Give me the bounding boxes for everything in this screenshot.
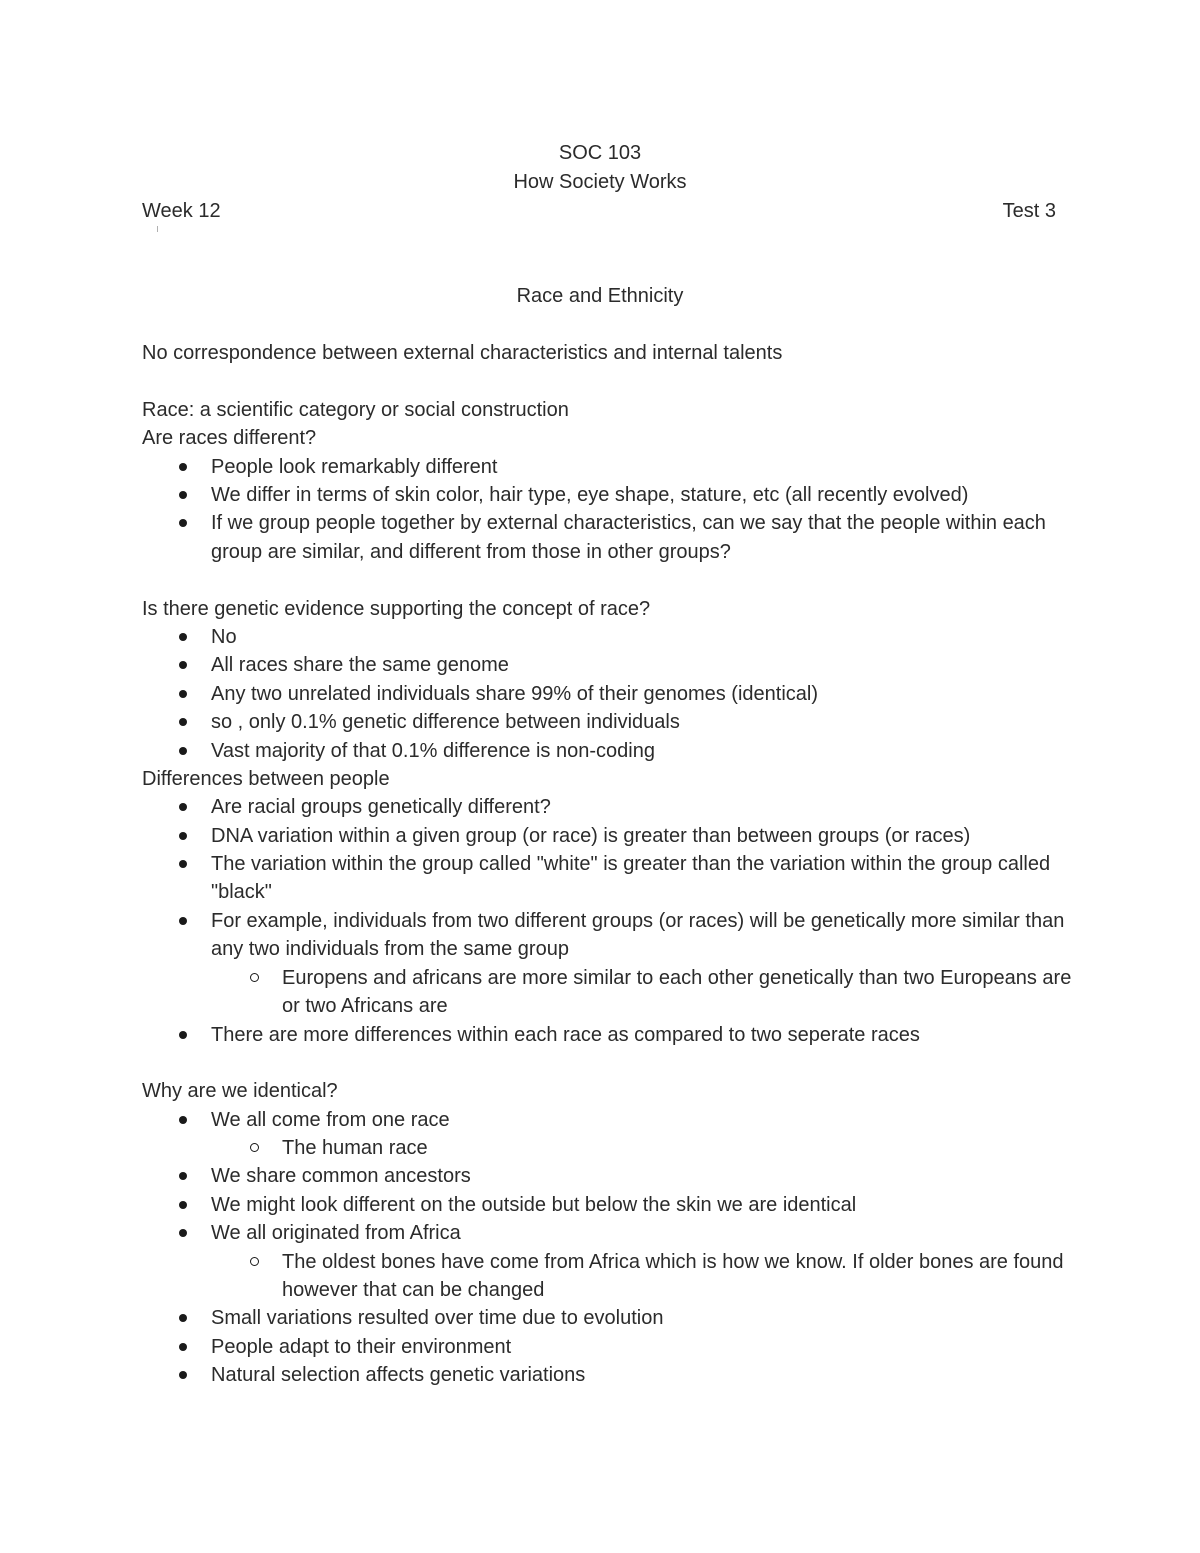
bullet-disc-icon <box>179 661 187 669</box>
list-item: People adapt to their environment <box>142 1333 1072 1361</box>
bullet-disc-icon <box>179 1229 187 1237</box>
bullet-disc-icon <box>179 1371 187 1379</box>
document-heading: Race and Ethnicity <box>516 285 684 307</box>
test-label: Test 3 <box>1002 200 1056 222</box>
list-item: No <box>142 623 1072 651</box>
bullet-disc-icon <box>179 491 187 499</box>
bullet-disc-icon <box>179 1116 187 1124</box>
bullet-list <box>142 453 1072 567</box>
course-code: SOC 103 <box>558 142 642 164</box>
bullet-circle-icon <box>250 973 259 982</box>
list-item: We share common ancestors <box>142 1162 1072 1190</box>
bullet-disc-icon <box>179 1343 187 1351</box>
list-item: Natural selection affects genetic variations <box>142 1361 1072 1389</box>
list-item: We differ in terms of skin color, hair type, eye shape, stature, etc (all recently evolved) <box>142 481 1072 509</box>
document-body <box>142 339 1072 1390</box>
bullet-circle-icon <box>250 1257 259 1266</box>
list-item: so , only 0.1% genetic difference between individuals <box>142 708 1072 736</box>
list-item: We might look different on the outside but below the skin we are identical <box>142 1191 1072 1219</box>
list-item: All races share the same genome <box>142 651 1072 679</box>
list-item: We all originated from Africa <box>142 1219 1072 1247</box>
section-title: Differences between people <box>142 767 390 790</box>
bullet-disc-icon <box>179 633 187 641</box>
bullet-disc-icon <box>179 1314 187 1322</box>
bullet-list <box>142 623 1072 765</box>
section-title: Race: a scientific category or social construction <box>142 398 569 421</box>
bullet-disc-icon <box>179 690 187 698</box>
bullet-disc-icon <box>179 860 187 868</box>
bullet-list <box>142 793 1072 1049</box>
section-question: Are races different? <box>142 427 317 450</box>
bullet-disc-icon <box>179 832 187 840</box>
list-item: For example, individuals from two different groups (or races) will be genetically more similar than any two individuals from the same group <box>142 907 1072 964</box>
cursor-mark <box>157 226 158 232</box>
bullet-disc-icon <box>179 1172 187 1180</box>
list-item: We all come from one race <box>142 1106 1072 1134</box>
sub-list-item: The human race <box>142 1134 1072 1162</box>
bullet-list <box>142 1106 1072 1390</box>
bullet-disc-icon <box>179 747 187 755</box>
bullet-disc-icon <box>179 803 187 811</box>
sub-list-item: Europens and africans are more similar to each other genetically than two Europeans are or two Africans are <box>142 964 1072 1021</box>
bullet-circle-icon <box>250 1143 259 1152</box>
list-item: If we group people together by external characteristics, can we say that the people within each group are similar, and different from those in other groups? <box>142 509 1072 566</box>
list-item: There are more differences within each race as compared to two seperate races <box>142 1021 1072 1049</box>
bullet-disc-icon <box>179 917 187 925</box>
list-item: DNA variation within a given group (or race) is greater than between groups (or races) <box>142 822 1072 850</box>
week-label: Week 12 <box>142 200 221 222</box>
bullet-disc-icon <box>179 1201 187 1209</box>
list-item: The variation within the group called "white" is greater than the variation within the group called "black" <box>142 850 1072 907</box>
list-item: Are racial groups genetically different? <box>142 793 1072 821</box>
list-item: People look remarkably different <box>142 453 1072 481</box>
intro-line: No correspondence between external characteristics and internal talents <box>142 342 783 364</box>
section-question: Why are we identical? <box>142 1080 338 1103</box>
bullet-disc-icon <box>179 519 187 527</box>
bullet-disc-icon <box>179 718 187 726</box>
list-item: Vast majority of that 0.1% difference is non-coding <box>142 737 1072 765</box>
course-title: How Society Works <box>513 171 687 193</box>
section-question: Is there genetic evidence supporting the concept of race? <box>142 597 651 620</box>
list-item: Small variations resulted over time due to evolution <box>142 1304 1072 1332</box>
bullet-disc-icon <box>179 1031 187 1039</box>
bullet-disc-icon <box>179 463 187 471</box>
sub-list-item: The oldest bones have come from Africa which is how we know. If older bones are found however that can be changed <box>142 1248 1072 1305</box>
list-item: Any two unrelated individuals share 99% of their genomes (identical) <box>142 680 1072 708</box>
